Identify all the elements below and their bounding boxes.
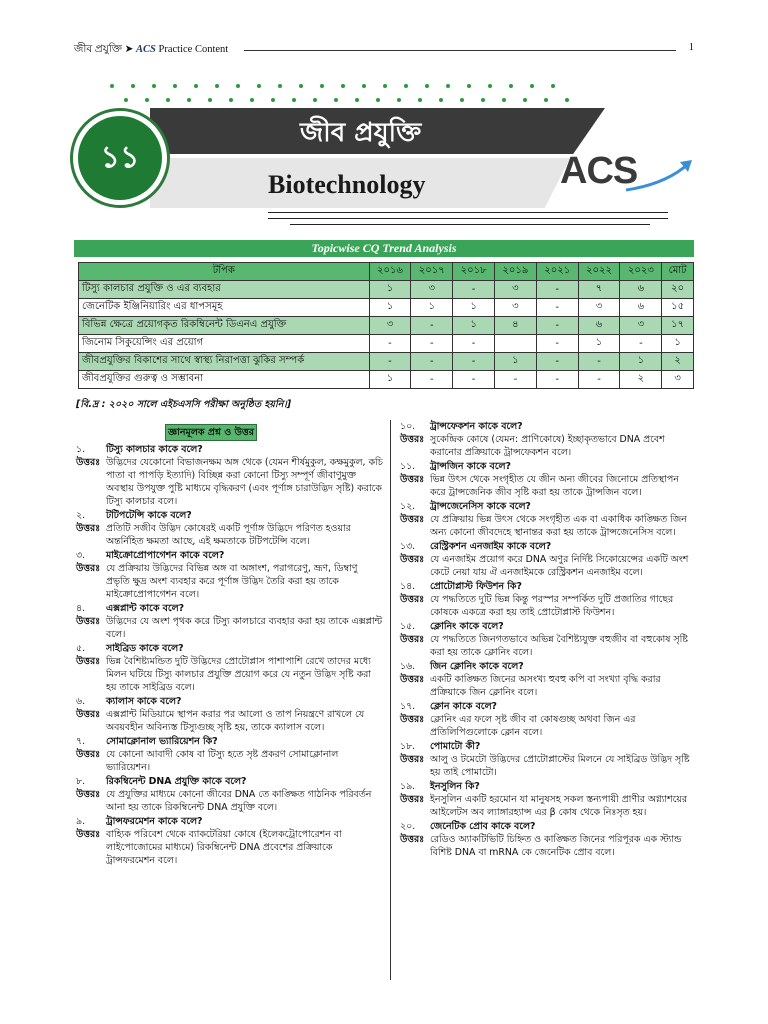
trend-count-cell: -: [536, 299, 578, 317]
answer-line: [400, 633, 696, 659]
question-text: প্রোটোপ্লাস্ট ফিউশন কি?: [430, 581, 522, 592]
question-number: ৪.: [76, 603, 86, 614]
question-line: [76, 815, 384, 828]
answer-label: উত্তরঃ: [76, 749, 101, 760]
trend-topic-cell: টিস্যু কালচার প্রযুক্তি ও এর ব্যবহার: [79, 281, 370, 299]
trend-row: [79, 353, 694, 371]
question-number: ১২.: [400, 501, 416, 512]
acs-logo: ACS: [560, 150, 638, 192]
dot-icon: [173, 84, 177, 88]
trend-row: [79, 317, 694, 335]
answer-label: উত্তরঃ: [400, 554, 425, 565]
qa-item: [76, 642, 384, 694]
question-line: [400, 580, 696, 593]
trend-count-cell: ৬: [620, 299, 662, 317]
question-line: [76, 509, 384, 522]
trend-count-cell: -: [369, 353, 411, 371]
question-text: ক্লোন কাকে বলে?: [430, 701, 497, 712]
qa-item: [76, 695, 384, 734]
question-number: ১৭.: [400, 701, 416, 712]
answer-line: [76, 708, 384, 734]
question-number: ১০.: [400, 421, 416, 432]
trend-table-title: Topicwise CQ Trend Analysis: [74, 240, 694, 257]
question-text: মাইক্রোপ্রোপাগেশন কাকে বলে?: [106, 550, 225, 561]
qa-item: [76, 509, 384, 548]
qa-item: [76, 735, 384, 774]
decorative-dots-bottom: [124, 98, 594, 104]
answer-label: উত্তরঃ: [76, 829, 101, 840]
trend-topic-cell: জেনেটিক ইঞ্জিনিয়ারিং এর ধাপসমূহ: [79, 299, 370, 317]
qa-item: [400, 540, 696, 579]
question-line: [400, 740, 696, 753]
trend-count-cell: ১: [369, 371, 411, 389]
trend-column-header: ২০২২: [578, 263, 620, 281]
trend-count-cell: -: [536, 317, 578, 335]
dot-icon: [488, 84, 492, 88]
trend-count-cell: -: [536, 371, 578, 389]
trend-count-cell: -: [536, 281, 578, 299]
question-number: ১৩.: [400, 541, 416, 552]
question-number: ১৮.: [400, 741, 416, 752]
question-text: ট্রান্সজেনেসিস কাকে বলে?: [430, 501, 531, 512]
question-text: জিন ক্লোনিং কাকে বলে?: [430, 661, 524, 672]
question-text: এক্সপ্লান্ট কাকে বলে?: [106, 603, 185, 614]
trend-count-cell: -: [453, 281, 495, 299]
dot-icon: [320, 84, 324, 88]
trend-count-cell: ১৫: [662, 299, 694, 317]
dot-icon: [208, 98, 212, 102]
question-text: সাইব্রিড কাকে বলে?: [106, 643, 184, 654]
answer-line: [76, 615, 384, 641]
qa-item: [400, 820, 696, 859]
answer-label: উত্তরঃ: [76, 616, 101, 627]
answer-text: একটি কাঙ্ক্ষিত জিনের অসংখ্য হুবহু কপি বা সংখ্যা বৃদ্ধি করার প্রক্রিয়াকে জিন ক্লোনিং বলে।: [430, 674, 661, 698]
qa-item: [400, 620, 696, 659]
footnote: [বি.দ্র : ২০২০ সালে এইচএসসি পরীক্ষা অনুষ্ঠিত হয়নি।]: [76, 399, 292, 410]
trend-count-cell: ১: [369, 299, 411, 317]
question-text: রেস্ট্রিকশন এনজাইম কাকে বলে?: [430, 541, 552, 552]
answer-line: [400, 593, 696, 619]
logo-arrow-icon: [556, 150, 696, 194]
qa-item: [76, 815, 384, 867]
dot-icon: [194, 84, 198, 88]
banner-rule-2: [268, 218, 668, 219]
answer-line: [76, 828, 384, 867]
answer-line: [76, 456, 384, 508]
trend-count-cell: ২: [620, 371, 662, 389]
question-line: [76, 549, 384, 562]
dot-icon: [523, 98, 527, 102]
question-text: টটিপটেন্সি কাকে বলে?: [106, 510, 192, 521]
answer-line: [400, 673, 696, 699]
answer-label: উত্তরঃ: [76, 656, 101, 667]
trend-count-cell: ৬: [578, 317, 620, 335]
trend-column-header: ২০১৭: [411, 263, 453, 281]
dot-icon: [362, 84, 366, 88]
answer-text: উদ্ভিদের যে অংশ পৃথক করে টিস্যু কালচারে ব্যবহার করা হয় তাকে এক্সপ্লান্ট বলে।: [106, 616, 382, 640]
right-qa-column: [400, 420, 696, 860]
header-rule: [244, 50, 676, 51]
answer-label: উত্তরঃ: [400, 594, 425, 605]
trend-topic-cell: জীবপ্রযুক্তির বিকাশের সাথে স্বাস্থ্য নিরাপত্তা ঝুকির সম্পর্ক: [79, 353, 370, 371]
answer-line: [76, 788, 384, 814]
decorative-dots-top: [110, 84, 580, 90]
answer-label: উত্তরঃ: [400, 754, 425, 765]
chevron-right-icon: ➤: [124, 44, 134, 55]
question-line: [76, 735, 384, 748]
trend-column-header: ২০২৩: [620, 263, 662, 281]
answer-label: উত্তরঃ: [76, 789, 101, 800]
answer-text: যে এনজাইম প্রয়োগ করে DNA অণুর নির্দিষ্ট সিকোয়েন্সের একটি অংশ কেটে নেয়া যায় ঐ এনজাইমকে রেস্ট্রিকশন এনজাইম বলে।: [430, 554, 689, 578]
question-number: ৯.: [76, 816, 86, 827]
trend-row: [79, 299, 694, 317]
qa-item: [76, 602, 384, 641]
answer-label: উত্তরঃ: [400, 714, 425, 725]
question-number: ১.: [76, 444, 86, 455]
dot-icon: [446, 84, 450, 88]
question-number: ১৪.: [400, 581, 416, 592]
trend-count-cell: -: [494, 371, 536, 389]
answer-label: উত্তরঃ: [400, 434, 425, 445]
trend-count-cell: ৩: [578, 299, 620, 317]
question-text: ট্রান্সফরমেশন কাকে বলে?: [106, 816, 203, 827]
qa-item: [400, 740, 696, 779]
page-number: 1: [688, 42, 694, 53]
trend-count-cell: ১: [411, 299, 453, 317]
trend-count-cell: ৩: [662, 371, 694, 389]
question-text: ক্লোনিং কাকে বলে?: [430, 621, 504, 632]
answer-text: রেডিও অ্যাকটিভিটি চিহ্নিত ও কাঙ্ক্ষিত জিনের পরিপূরক এক স্ট্যান্ড বিশিষ্ট DNA বা mRNA কে জেনেটিক প্রোব বলে।: [430, 834, 682, 858]
qa-item: [400, 700, 696, 739]
dot-icon: [565, 98, 569, 102]
trend-column-header: মোট: [662, 263, 694, 281]
answer-text: ভিন্ন উৎস থেকে সংগৃহীত যে জীন অন্য জীবের জিনোমে প্রতিস্থাপন করে ট্রান্সজেনিক জীব সৃষ্টি করা হয় তাকে ট্রান্সজিন বলে।: [430, 474, 679, 498]
dot-icon: [481, 98, 485, 102]
question-line: [400, 660, 696, 673]
dot-icon: [313, 98, 317, 102]
question-text: ইনসুলিন কি?: [430, 781, 480, 792]
question-number: ২.: [76, 510, 86, 521]
question-line: [400, 500, 696, 513]
trend-row: [79, 281, 694, 299]
question-text: ট্রান্সফেকশন কাকে বলে?: [430, 421, 523, 432]
question-number: ৮.: [76, 776, 86, 787]
trend-column-header: ২০১৯: [494, 263, 536, 281]
answer-label: উত্তরঃ: [76, 457, 101, 468]
trend-row: [79, 371, 694, 389]
question-line: [76, 443, 384, 456]
dot-icon: [187, 98, 191, 102]
answer-line: [76, 748, 384, 774]
trend-count-cell: -: [536, 353, 578, 371]
question-number: ১৬.: [400, 661, 416, 672]
dot-icon: [257, 84, 261, 88]
trend-topic-cell: জীবপ্রযুক্তির গুরুত্ব ও সম্ভাবনা: [79, 371, 370, 389]
trend-count-cell: ১: [494, 353, 536, 371]
trend-count-cell: [494, 335, 536, 353]
dot-icon: [271, 98, 275, 102]
breadcrumb-chapter: জীব প্রযুক্তি: [74, 44, 122, 55]
column-divider: [390, 420, 391, 980]
trend-count-cell: ৩: [411, 281, 453, 299]
answer-text: যে প্রক্রিয়ায় উদ্ভিদের বিভিন্ন অঙ্গ বা অঙ্গাংশ, পরাগরেণু, ভ্রূণ, ডিম্বাণু প্রভৃতি ক্ষুদ্র অংশ ব্যবহার করে পূর্ণাঙ্গ উদ্ভিদ তৈরি করা হয় তাকে মাইক্রোপ্রোপাগেশন বলে।: [106, 563, 358, 600]
brand-label: ACS: [136, 44, 156, 55]
dot-icon: [166, 98, 170, 102]
answer-text: উদ্ভিদের যেকোনো বিভাজনক্ষম অঙ্গ থেকে (যেমন শীর্ষমুকুল, কক্ষমুকুল, কচি পাতা বা পাপড়ি ইত্যাদি) বিচ্ছিন্ন করা কোনো টিস্যু সম্পূর্ণ জীবাণুমুক্ত অবস্থায় উপযুক্ত পুষ্টি মাধ্যমে বৃদ্ধিকরণ (এবং পূর্ণাঙ্গ চারাউদ্ভিদ সৃষ্টি) করাকে টিস্যু কালচার বলে।: [106, 457, 383, 507]
trend-count-cell: ১: [369, 281, 411, 299]
answer-text: যে পদ্ধতিতে জিনগতভাবে অভিন্ন বৈশিষ্ট্যযুক্ত বহুজীব বা বহুকোষ সৃষ্টি করা হয় তাকে ক্লোনিং বলে।: [430, 634, 688, 658]
question-text: ট্রান্সজিন কাকে বলে?: [430, 461, 511, 472]
qa-item: [76, 549, 384, 601]
dot-icon: [250, 98, 254, 102]
trend-count-cell: ১: [453, 317, 495, 335]
answer-label: উত্তরঃ: [76, 563, 101, 574]
question-text: ক্যালাস কাকে বলে?: [106, 696, 182, 707]
question-line: [400, 820, 696, 833]
trend-count-cell: -: [411, 335, 453, 353]
trend-topic-cell: জিনোম সিকুয়েন্সিং এর প্রয়োগ: [79, 335, 370, 353]
trend-table: [78, 262, 694, 389]
question-number: ৬.: [76, 696, 86, 707]
dot-icon: [418, 98, 422, 102]
qa-item: [76, 775, 384, 814]
question-line: [76, 642, 384, 655]
answer-line: [400, 433, 696, 459]
answer-label: উত্তরঃ: [400, 794, 425, 805]
dot-icon: [145, 98, 149, 102]
trend-count-cell: ৪: [494, 317, 536, 335]
trend-count-cell: ১: [578, 335, 620, 353]
qa-item: [400, 780, 696, 819]
question-line: [400, 420, 696, 433]
dot-icon: [292, 98, 296, 102]
question-line: [400, 540, 696, 553]
dot-icon: [467, 84, 471, 88]
dot-icon: [425, 84, 429, 88]
dot-icon: [299, 84, 303, 88]
trend-count-cell: -: [620, 335, 662, 353]
answer-line: [76, 522, 384, 548]
trend-count-cell: ২: [662, 353, 694, 371]
dot-icon: [509, 84, 513, 88]
dot-icon: [404, 84, 408, 88]
trend-header-row: [79, 263, 694, 281]
dot-icon: [229, 98, 233, 102]
question-number: ২০.: [400, 821, 416, 832]
dot-icon: [376, 98, 380, 102]
answer-text: এক্সপ্লান্ট মিডিয়ামে স্থাপন করার পর আলো ও তাপ নিয়ন্ত্রণে রাখলে যে অবয়বহীন অবিন্যস্ত টিস্যুগুচ্ছ সৃষ্টি হয়, তাকে ক্যালাস বলে।: [106, 709, 365, 733]
qa-item: [400, 660, 696, 699]
answer-line: [76, 655, 384, 694]
dot-icon: [124, 98, 128, 102]
answer-label: উত্তরঃ: [76, 709, 101, 720]
question-line: [76, 775, 384, 788]
trend-count-cell: ২০: [662, 281, 694, 299]
dot-icon: [110, 84, 114, 88]
trend-column-header: টপিক: [79, 263, 370, 281]
answer-text: ভিন্ন বৈশিষ্ট্যমন্ডিত দুটি উদ্ভিদের প্রোটোপ্লাস পাশাপাশি রেখে তাদের মধ্যে মিলন ঘটিয়ে টিস্যু কালচার প্রযুক্তি প্রয়োগ করে যে নতুন উদ্ভিদ সৃষ্টি করা হয় তাকে সাইব্রিড বলে।: [106, 656, 372, 693]
trend-count-cell: -: [578, 353, 620, 371]
trend-count-cell: -: [453, 335, 495, 353]
answer-text: যে কোনো আবাদী কোষ বা টিস্যু হতে সৃষ্ট প্রকরণ সোমাক্লোনাল ভ্যারিয়েশন।: [106, 749, 339, 773]
dot-icon: [236, 84, 240, 88]
answer-label: উত্তরঃ: [400, 474, 425, 485]
answer-text: প্রতিটি সজীব উদ্ভিদ কোষেরই একটি পূর্ণাঙ্গ উদ্ভিদে পরিণত হওয়ার অন্তর্নিহিত ক্ষমতা আছে, এই ক্ষমতাকে টটিপটেন্সি বলে।: [106, 523, 351, 547]
question-number: ১৯.: [400, 781, 416, 792]
dot-icon: [502, 98, 506, 102]
answer-line: [400, 753, 696, 779]
trend-count-cell: ৩: [369, 317, 411, 335]
dot-icon: [383, 84, 387, 88]
answer-line: [76, 562, 384, 601]
trend-count-cell: ৬: [620, 281, 662, 299]
answer-text: বাহ্যিক পরিবেশ থেকে ব্যাকটেরিয়া কোষে (ইলেকট্রোপোরেশন বা লাইপোজোমের মাধ্যমে) রিকম্বিনেন্ট DNA প্রবেশের প্রক্রিয়াকে ট্রান্সফরমেশন বলে।: [106, 829, 342, 866]
question-line: [400, 700, 696, 713]
qa-item: [400, 460, 696, 499]
question-text: টিস্যু কালচার কাকে বলে?: [106, 444, 203, 455]
trend-count-cell: ৭: [578, 281, 620, 299]
answer-text: আলু ও টমেটো উদ্ভিদের প্রোটোপ্লাস্টের মিলনে যে সাইব্রিড উদ্ভিদ সৃষ্টি হয় তাই পোমাটো।: [430, 754, 690, 778]
question-text: জেনেটিক প্রোব কাকে বলে?: [430, 821, 536, 832]
answer-label: উত্তরঃ: [400, 634, 425, 645]
question-number: ৭.: [76, 736, 86, 747]
dot-icon: [551, 84, 555, 88]
answer-text: যে প্রক্রিয়ায় ভিন্ন উৎস থেকে সংগৃহীত এক বা একাধিক কাঙ্ক্ষিত জিন অন্য কোনো জীবদেহে স্থানান্তর করা হয় তাকে ট্রান্সজেনেসিস বলে।: [430, 514, 687, 538]
answer-label: উত্তরঃ: [400, 674, 425, 685]
dot-icon: [544, 98, 548, 102]
breadcrumb: [74, 42, 228, 59]
dot-icon: [460, 98, 464, 102]
trend-count-cell: -: [369, 335, 411, 353]
chapter-title-bn: জীব প্রযুক্তি: [300, 118, 422, 148]
question-number: ৫.: [76, 643, 86, 654]
dot-icon: [131, 84, 135, 88]
dot-icon: [355, 98, 359, 102]
left-qa-column: [76, 443, 384, 868]
answer-label: উত্তরঃ: [400, 514, 425, 525]
trend-count-cell: -: [578, 371, 620, 389]
dot-icon: [215, 84, 219, 88]
qa-item: [76, 443, 384, 508]
answer-line: [400, 793, 696, 819]
chapter-number-badge: ১১: [78, 116, 162, 200]
answer-line: [400, 473, 696, 499]
trend-count-cell: ৩: [494, 281, 536, 299]
dot-icon: [397, 98, 401, 102]
section-tag: জ্ঞানমূলক প্রশ্ন ও উত্তর: [165, 424, 257, 441]
question-line: [76, 602, 384, 615]
trend-topic-cell: বিভিন্ন ক্ষেত্রে প্রয়োগকৃত রিকম্বিনেন্ট ডিএনএ প্রযুক্তি: [79, 317, 370, 335]
question-number: ১৫.: [400, 621, 416, 632]
trend-count-cell: ১৭: [662, 317, 694, 335]
trend-row: [79, 335, 694, 353]
qa-item: [400, 580, 696, 619]
trend-column-header: ২০২১: [536, 263, 578, 281]
trend-count-cell: ১: [662, 335, 694, 353]
trend-column-header: ২০১৮: [453, 263, 495, 281]
trend-count-cell: -: [453, 353, 495, 371]
answer-label: উত্তরঃ: [400, 834, 425, 845]
answer-label: উত্তরঃ: [76, 523, 101, 534]
trend-count-cell: -: [536, 335, 578, 353]
breadcrumb-section: Practice Content: [158, 44, 229, 55]
question-text: পোমাটো কী?: [430, 741, 481, 752]
trend-count-cell: ৩: [620, 317, 662, 335]
answer-text: ক্লোনিং এর ফলে সৃষ্ট জীব বা কোষগুচ্ছ অথবা জিন এর প্রতিলিপিগুলোকে ক্লোন বলে।: [430, 714, 636, 738]
trend-column-header: ২০১৬: [369, 263, 411, 281]
question-text: সোমাক্লোনাল ভ্যারিয়েশন কি?: [106, 736, 218, 747]
question-line: [400, 620, 696, 633]
banner-rule-3: [290, 224, 650, 225]
trend-count-cell: -: [453, 371, 495, 389]
answer-line: [400, 513, 696, 539]
dot-icon: [530, 84, 534, 88]
chapter-title-en: Biotechnology: [268, 170, 426, 199]
question-text: রিকম্বিনেন্ট DNA প্রযুক্তি কাকে বলে?: [106, 776, 247, 787]
running-header: [74, 40, 694, 58]
answer-line: [400, 553, 696, 579]
dot-icon: [278, 84, 282, 88]
dot-icon: [439, 98, 443, 102]
answer-text: যে প্রযুক্তির মাধ্যমে কোনো জীবের DNA তে কাঙ্ক্ষিত গাঠনিক পরিবর্তন আনা হয় তাকে রিকম্বিনেন্ট DNA প্রযুক্তি বলে।: [106, 789, 372, 813]
trend-count-cell: ১: [453, 299, 495, 317]
answer-line: [400, 833, 696, 859]
question-number: ৩.: [76, 550, 86, 561]
dot-icon: [334, 98, 338, 102]
trend-count-cell: ১: [620, 353, 662, 371]
trend-count-cell: -: [411, 317, 453, 335]
question-line: [400, 780, 696, 793]
trend-count-cell: -: [411, 353, 453, 371]
qa-item: [400, 420, 696, 459]
dot-icon: [341, 84, 345, 88]
banner-rule-1: [268, 212, 668, 213]
answer-text: সুকেন্দ্রিক কোষে (যেমন: প্রাণিকোষে) ইচ্ছাকৃতভাবে DNA প্রবেশ করানোর প্রক্রিয়াকে ট্রান্সফেকশন বলে।: [430, 434, 665, 458]
trend-count-cell: -: [411, 371, 453, 389]
qa-item: [400, 500, 696, 539]
question-line: [400, 460, 696, 473]
answer-text: ইনসুলিন একটি হরমোন যা মানুষসহ সকল স্তন্যপায়ী প্রাণীর অগ্ন্যাশয়ের আইলেটস অব ল্যাঙ্গারহ্যান্স এর β কোষ থেকে নিঃসৃত হয়।: [430, 794, 688, 818]
trend-count-cell: ৩: [494, 299, 536, 317]
answer-text: যে পদ্ধতিতে দুটি ভিন্ন কিন্তু পরস্পর সম্পর্কিত দুটি প্রজাতির গাছের কোষকে একত্রে করা হয় তাই প্রোটোপ্লাস্ট ফিউশন।: [430, 594, 674, 618]
answer-line: [400, 713, 696, 739]
question-number: ১১.: [400, 461, 416, 472]
question-line: [76, 695, 384, 708]
dot-icon: [152, 84, 156, 88]
